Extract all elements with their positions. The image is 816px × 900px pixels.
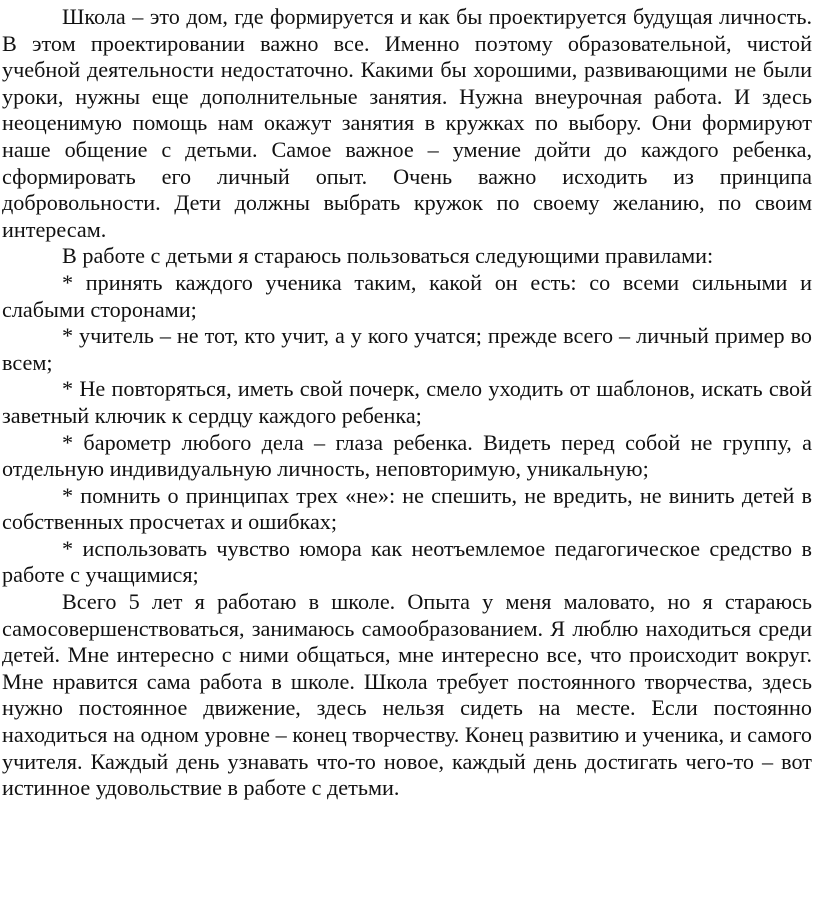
rule-item: * учитель – не тот, кто учит, а у кого учатся; прежде всего – личный пример во всем; bbox=[2, 323, 812, 375]
rule-item: * использовать чувство юмора как неотъемлемое педагогическое средство в работе с учащимися; bbox=[2, 535, 812, 588]
conclusion-paragraph: Всего 5 лет я работаю в школе. Опыта у меня маловато, но я стараюсь самосовершенствоваться, занимаюсь самообразованием. Я люблю находиться среди детей. Мне интересно с ними общаться, мне интересно все, что происходит вокруг. Мне нравится сама работа в школе. Школа требует постоянного творчества, здесь нужно постоянное движение, здесь нельзя сидеть на месте. Если постоянно находиться на одном уровне – конец творчеству. Конец развитию и ученика, и самого учителя. Каждый день узнавать что-то новое, каждый день достигать чего-то – вот истинное удовольствие в работе с детьми. bbox=[2, 589, 812, 801]
rule-item: * помнить о принципах трех «не»: не спешить, не вредить, не винить детей в собственных просчетах и ошибках; bbox=[2, 482, 812, 535]
rule-item: * барометр любого дела – глаза ребенка. Видеть перед собой не группу, а отдельную индивидуальную личность, неповторимую, уникальную; bbox=[2, 429, 812, 482]
intro-paragraph: Школа – это дом, где формируется и как бы проектируется будущая личность. В этом проектировании важно все. Именно поэтому образовательной, чистой учебной деятельности недостаточно. Какими бы хорошими, развивающими не были уроки, нужны еще дополнительные занятия. Нужна внеурочная работа. И здесь неоценимую помощь нам окажут занятия в кружках по выбору. Они формируют наше общение с детьми. Самое важное – умение дойти до каждого ребенка, сформировать его личный опыт. Очень важно исходить из принципа добровольности. Дети должны выбрать кружок по своему желанию, по своим интересам. bbox=[2, 4, 812, 242]
rules-intro-paragraph: В работе с детьми я стараюсь пользоваться следующими правилами: bbox=[62, 243, 714, 269]
rule-item: * Не повторяться, иметь свой почерк, смело уходить от шаблонов, искать свой заветный ключик к сердцу каждого ребенка; bbox=[2, 376, 812, 428]
rule-item: * принять каждого ученика таким, какой он есть: со всеми сильными и слабыми сторонами; bbox=[2, 269, 812, 322]
